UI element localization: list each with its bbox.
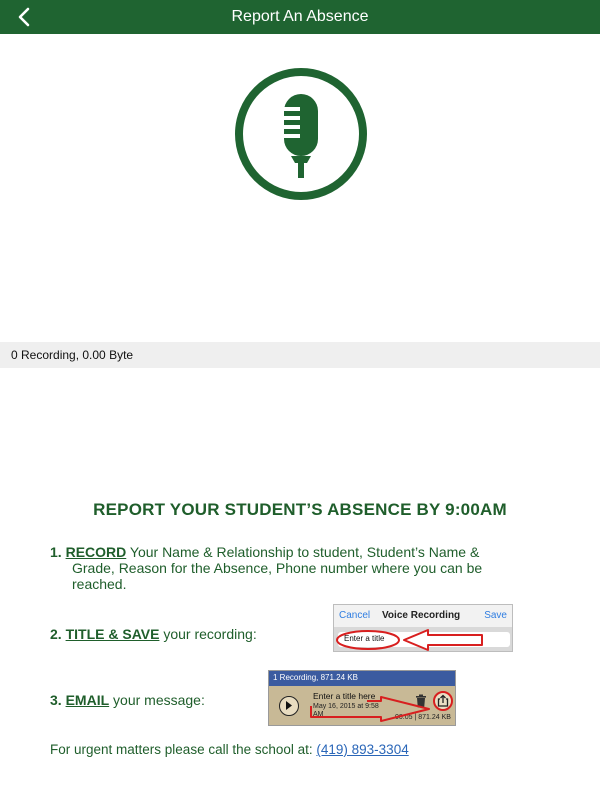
step-text: reached. xyxy=(72,576,127,592)
step-number: 3. xyxy=(50,692,62,708)
step-email xyxy=(50,692,205,708)
microphone-icon xyxy=(233,66,369,202)
screenshot-cancel-label: Cancel xyxy=(339,610,371,621)
step-keyword: EMAIL xyxy=(65,692,110,708)
step-keyword: TITLE & SAVE xyxy=(65,626,160,642)
step-keyword: RECORD xyxy=(65,544,127,560)
screenshot-recording-meta: 00:05 | 871.24 KB xyxy=(395,714,451,721)
step-text: your message: xyxy=(109,692,205,708)
step-text: your recording: xyxy=(159,626,257,642)
recording-status-bar xyxy=(0,342,600,368)
phone-link[interactable]: (419) 893-3304 xyxy=(316,742,409,757)
email-screenshot xyxy=(268,670,456,726)
step-record xyxy=(50,544,570,592)
record-button[interactable] xyxy=(233,66,369,202)
step-title-save xyxy=(50,626,257,642)
urgent-contact xyxy=(50,742,409,758)
screenshot-title-placeholder: Enter a title xyxy=(344,634,385,643)
highlight-arrow-icon xyxy=(334,605,513,652)
screenshot-header-text: 1 Recording, 871.24 KB xyxy=(273,673,358,682)
urgent-text: For urgent matters please call the school at: xyxy=(50,742,317,757)
screenshot-save-label: Save xyxy=(484,610,507,621)
voice-recording-screenshot xyxy=(333,604,513,652)
screenshot-recording-title: Enter a title here xyxy=(313,691,376,701)
highlight-arrow-icon xyxy=(269,671,456,726)
recording-status: 0 Recording, 0.00 Byte xyxy=(11,348,134,362)
top-app-bar xyxy=(0,0,600,34)
page-title: Report An Absence xyxy=(231,8,369,25)
screenshot-recording-date: May 16, 2015 at 9:58 AM xyxy=(313,703,379,718)
step-text: Grade, Reason for the Absence, Phone number where you can be xyxy=(72,560,483,576)
step-number: 2. xyxy=(50,626,62,642)
step-text: Your Name & Relationship to student, Student’s Name & xyxy=(126,544,480,560)
step-number: 1. xyxy=(50,544,62,560)
instructions-headline: REPORT YOUR STUDENT’S ABSENCE BY 9:00AM xyxy=(93,500,507,519)
screenshot-title-label: Voice Recording xyxy=(382,610,461,621)
